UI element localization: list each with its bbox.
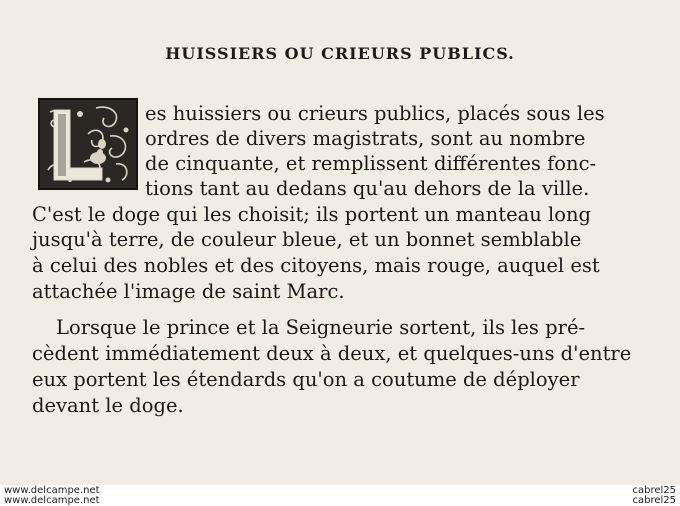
text-line: es huissiers ou crieurs publics, placés sous les [145, 102, 605, 125]
watermark-seller: cabrel25 [632, 495, 676, 506]
watermark-site: www.delcampe.net [4, 495, 100, 506]
text-line: tions tant au dedans qu'au dehors de la ville. [145, 177, 590, 200]
text-line: à celui des nobles et des citoyens, mais rouge, auquel est [32, 254, 600, 277]
text-line: jusqu'à terre, de couleur bleue, et un bonnet semblable [32, 228, 582, 251]
watermark-site: www.delcampe.net [4, 485, 100, 496]
text-line: ordres de divers magistrats, sont au nombre [145, 127, 586, 150]
text-line: de cinquante, et remplissent différentes fonc- [145, 152, 597, 175]
text-line: devant le doge. [32, 394, 184, 417]
text-line: cèdent immédiatement deux à deux, et quelques-uns d'entre [32, 342, 632, 365]
page-title: HUISSIERS OU CRIEURS PUBLICS. [165, 44, 515, 63]
text-line: attachée l'image de saint Marc. [32, 280, 345, 303]
watermark-seller: cabrel25 [632, 485, 676, 496]
ornate-letter-L-icon [38, 98, 138, 190]
text-line: Lorsque le prince et la Seigneurie sortent, ils les pré- [56, 316, 586, 339]
drop-cap-illustration [40, 100, 136, 188]
watermark-bar [0, 485, 680, 506]
text-line: eux portent les étendards qu'on a coutume de déployer [32, 368, 580, 391]
text-line: C'est le doge qui les choisit; ils portent un manteau long [32, 203, 592, 226]
